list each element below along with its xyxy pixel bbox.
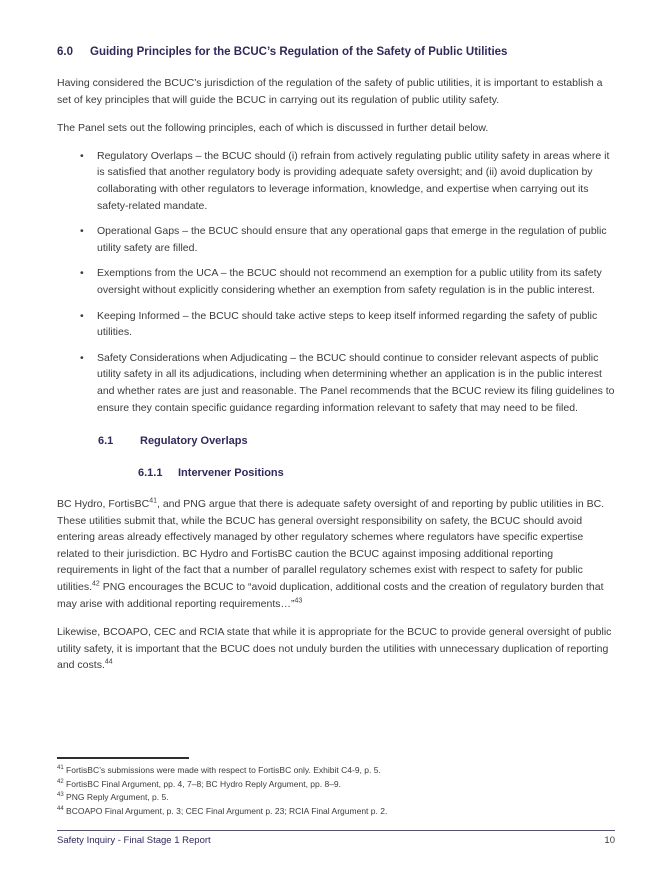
paragraph-text: BC Hydro, FortisBC: [57, 498, 150, 511]
list-item-text: Keeping Informed – the BCUC should take active steps to keep itself informed regarding the safety of public utilities.: [97, 309, 598, 339]
paragraph-likewise: [57, 624, 615, 674]
footnote-ref-42: 42: [92, 580, 100, 588]
footnote-item: [57, 791, 615, 805]
paragraph-text: Likewise, BCOAPO, CEC and RCIA state that while it is appropriate for the BCUC to provide general oversight of public utility safety, it is important that the BCUC does not unduly burden the utilities with unnecessary duplication of reporting and costs.: [57, 626, 612, 672]
footnote-separator-rule: [57, 757, 189, 759]
footnote-item: [57, 778, 615, 792]
section-number: 6.0: [57, 46, 73, 58]
footnote-number: 41: [57, 765, 64, 772]
page-number: 10: [604, 835, 615, 846]
list-item: [57, 148, 615, 214]
section-heading-6-0: [57, 46, 615, 58]
list-item-text: Operational Gaps – the BCUC should ensure that any operational gaps that emerge in the regulation of public utility safety are filled.: [97, 225, 607, 254]
bullet-icon: •: [80, 351, 84, 364]
footnote-number: 44: [57, 805, 64, 812]
section-number: 6.1: [98, 435, 114, 448]
bullet-icon: •: [80, 267, 84, 280]
paragraph-text: , and PNG argue that there is adequate safety oversight of and reporting by public utilities in BC. These utilities submit that, while the BCUC has general oversight responsibility on safety, the BCUC should avoid entering areas already effectively managed by other regulatory schemes where regulators have specific expertise related to their jurisdiction. BC Hydro and FortisBC caution the BCUC against imposing additional reporting requirements in light of the fact that a number of parallel regulatory schemes exist with respect to safety for public utilities.: [57, 498, 605, 594]
footnote-text: BCOAPO Final Argument, p. 3; CEC Final Argument p. 23; RCIA Final Argument p. 2.: [63, 805, 388, 816]
list-item: [57, 350, 615, 416]
paragraph-intervener-positions: [57, 496, 615, 612]
footnote-text: FortisBC Final Argument, pp. 4, 7–8; BC Hydro Reply Argument, pp. 8–9.: [63, 778, 342, 789]
paragraph-text: PNG encourages the BCUC to “avoid duplication, additional costs and the creation of regulatory burden that may arise with additional reporting requirements…”: [57, 581, 604, 610]
list-item-text: Safety Considerations when Adjudicating – the BCUC should continue to consider relevant aspects of public utility safety in all its adjudications, including when determining whether an application is in the public interest and whether rates are just and reasonable. The Panel recommends that the BCUC review its filing guidelines to ensure they contain specific guidance regarding information relevant to safety that may need to be filed.: [97, 351, 615, 414]
footnote-text: PNG Reply Argument, p. 5.: [63, 792, 169, 802]
paragraph-intro-1: Having considered the BCUC’s jurisdiction of the regulation of the safety of public utilities, it is important to establish a set of key principles that will guide the BCUC in carrying out its regulation of public utility safety.: [57, 77, 603, 106]
footnote-ref-41: 41: [149, 497, 157, 505]
footnote-ref-44: 44: [104, 658, 113, 666]
bullet-icon: •: [80, 149, 84, 162]
list-item-text: Exemptions from the UCA – the BCUC should not recommend an exemption for a public utility from its safety oversight without explicitly considering whether an exemption from safety regulation is in the public interest.: [97, 267, 602, 296]
section-heading-6-1-1: [57, 467, 615, 479]
section-title: Intervener Positions: [178, 467, 284, 480]
footer-document-title: Safety Inquiry - Final Stage 1 Report: [57, 835, 211, 846]
footnote-item: [57, 805, 615, 819]
principles-list: [57, 148, 615, 425]
list-item-text: Regulatory Overlaps – the BCUC should (i) refrain from actively regulating public utility safety in areas where it is satisfied that another regulatory body is providing adequate safety oversight; and (ii) avoid duplication by collaborating with other regulators to leverage information, knowledge, and expertise when carrying out its safety-related mandate.: [97, 149, 610, 212]
footnotes-section: [57, 757, 615, 818]
bullet-icon: •: [80, 225, 84, 238]
list-item: [57, 265, 615, 298]
list-item: [57, 223, 615, 256]
footnote-item: [57, 764, 615, 778]
bullet-icon: •: [80, 309, 84, 322]
footnote-number: 42: [57, 778, 64, 785]
page-footer: [57, 830, 615, 846]
paragraph-intro-2: The Panel sets out the following principles, each of which is discussed in further detail below.: [57, 122, 489, 135]
section-heading-6-1: [57, 435, 615, 447]
section-number: 6.1.1: [138, 467, 163, 480]
list-item: [57, 308, 615, 341]
footnote-ref-43: 43: [294, 597, 303, 605]
section-title: Regulatory Overlaps: [140, 435, 248, 448]
footnote-number: 43: [57, 792, 64, 799]
section-title: Guiding Principles for the BCUC’s Regulation of the Safety of Public Utilities: [90, 46, 508, 58]
footnote-text: FortisBC’s submissions were made with respect to FortisBC only. Exhibit C4-9, p. 5.: [63, 765, 381, 775]
